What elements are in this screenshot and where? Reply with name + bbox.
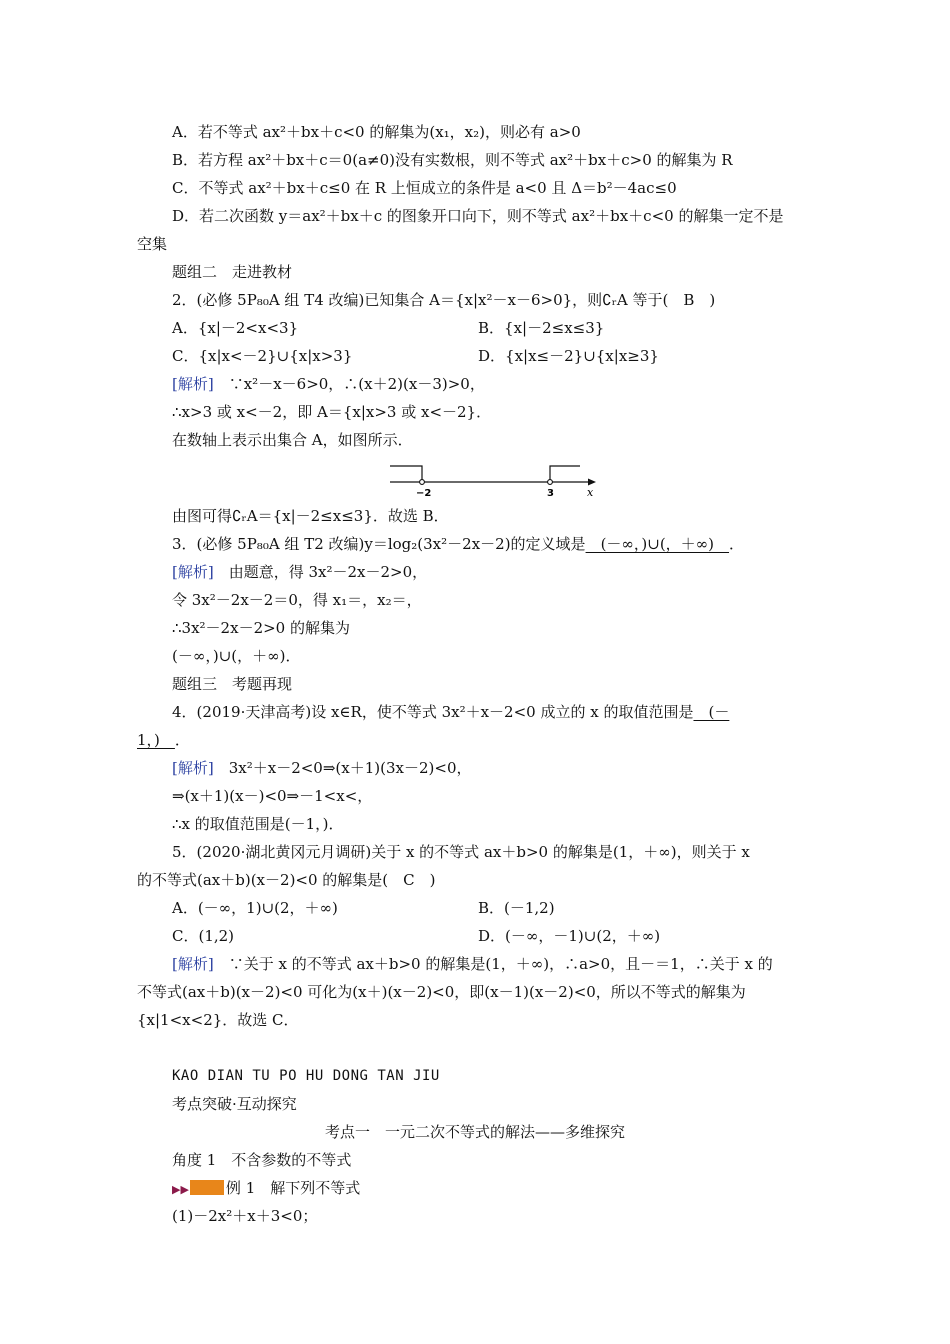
solution-tag: [解析] (172, 563, 214, 581)
q3-answer: (－∞，)∪(，＋∞) (585, 535, 730, 553)
q2-solution-line4: 由图可得∁ᵣA＝{x|－2≤x≤3}．故选 B． (172, 507, 449, 525)
q2-solution-line3: 在数轴上表示出集合 A，如图所示． (172, 431, 413, 449)
question-5-line1: 5．(2020·湖北黄冈元月调研)关于 x 的不等式 ax＋b>0 的解集是(1，＋∞)，则关于 x (172, 843, 750, 861)
right-open-point (548, 480, 553, 485)
q3-solution-line1: [解析] 由题意，得 3x²－2x－2>0， (172, 563, 428, 581)
q5-option-b: B．(－1,2) (478, 899, 555, 917)
question-5-line2: 的不等式(ax＋b)(x－2)<0 的解集是( C ) (137, 871, 436, 889)
axis-label: x (587, 486, 594, 498)
left-ray (390, 466, 422, 482)
right-tick-label: 3 (547, 488, 554, 498)
example-1-part-1: (1)－2x²＋x＋3<0； (172, 1207, 318, 1225)
q5-solution-line1: [解析] ∵关于 x 的不等式 ax＋b>0 的解集是(1，＋∞)，∴a>0，且－＝1，∴关于 x 的 (172, 955, 773, 973)
q2-option-a: A．{x|－2<x<3} (172, 319, 299, 337)
q5-option-c: C．(1,2) (172, 927, 235, 945)
q5-option-a: A．(－∞，1)∪(2，＋∞) (172, 899, 338, 917)
axis-arrow (588, 479, 596, 486)
kaodian-one-heading: 考点一 一元二次不等式的解法——多维探究 (324, 1123, 625, 1141)
option-d-line2: 空集 (137, 235, 168, 253)
question-4-line1: 4．(2019·天津高考)设 x∈R，使不等式 3x²＋x－2<0 成立的 x 的取值范围是 (－ (172, 703, 730, 721)
question-2: 2．(必修 5P₈₀A 组 T4 改编)已知集合 A＝{x|x²－x－6>0}，则∁ᵣA 等于( B ) (172, 291, 716, 309)
q2-option-d: D．{x|x≤－2}∪{x|x≥3} (478, 347, 659, 365)
option-c: C．不等式 ax²＋bx＋c≤0 在 R 上恒成立的条件是 a<0 且 Δ＝b²－4ac≤0 (172, 179, 677, 197)
solution-tag: [解析] (172, 375, 214, 393)
option-a: A．若不等式 ax²＋bx＋c<0 的解集为(x₁，x₂)，则必有 a>0 (172, 123, 581, 141)
question-3: 3．(必修 5P₈₀A 组 T2 改编)y＝log₂(3x²－2x－2)的定义域是 (－∞，)∪(，＋∞) ． (172, 535, 745, 553)
q2-option-c: C．{x|x<－2}∪{x|x>3} (172, 347, 353, 365)
option-d-line1: D．若二次函数 y＝ax²＋bx＋c 的图象开口向下，则不等式 ax²＋bx＋c<0 的解集一定不是 (172, 207, 784, 225)
q3-solution-line3: ∴3x²－2x－2>0 的解集为 (172, 619, 350, 637)
q2-solution-line1: [解析] ∵x²－x－6>0，∴(x＋2)(x－3)>0， (172, 375, 485, 393)
right-ray (550, 466, 580, 482)
q2-solution-line2: ∴x>3 或 x<－2，即 A＝{x|x>3 或 x<－2}． (172, 403, 492, 421)
solution-tag: [解析] (172, 955, 214, 973)
left-open-point (420, 480, 425, 485)
option-b: B．若方程 ax²＋bx＋c＝0(a≠0)没有实数根，则不等式 ax²＋bx＋c>0 的解集为 R (172, 151, 733, 169)
q2-option-b: B．{x|－2≤x≤3} (478, 319, 605, 337)
q3-solution-line2: 令 3x²－2x－2＝0，得 x₁＝，x₂＝， (172, 591, 422, 609)
q4-answer-part1: (－ (693, 703, 730, 721)
q4-solution-line1: [解析] 3x²＋x－2<0⇒(x＋1)(3x－2)<0， (172, 759, 472, 777)
example-marker-icon: ▶▶ (172, 1178, 226, 1200)
left-tick-label: −2 (416, 488, 432, 498)
pinyin-heading: KAO DIAN TU PO HU DONG TAN JIU (172, 1068, 440, 1084)
q5-solution-line3: {x|1<x<2}．故选 C． (137, 1011, 299, 1029)
q4-solution-line3: ∴x 的取值范围是(－1，)． (172, 815, 344, 833)
section-heading: 考点突破·互动探究 (172, 1095, 297, 1113)
q5-option-d: D．(－∞，－1)∪(2，＋∞) (478, 927, 661, 945)
angle-one-heading: 角度 1 不含参数的不等式 (172, 1151, 352, 1169)
group-three-heading: 题组三 考题再现 (172, 675, 293, 693)
q3-solution-line4: (－∞，)∪(，＋∞)． (172, 647, 301, 665)
question-4-line2: 1，) ． (137, 731, 190, 749)
example-1-line: ▶▶ 例 1 解下列不等式 (172, 1178, 360, 1200)
q4-answer-part2: 1，) (137, 731, 175, 749)
solution-tag: [解析] (172, 759, 214, 777)
number-line-figure (390, 462, 600, 498)
group-two-heading: 题组二 走进教材 (172, 263, 293, 281)
q4-solution-line2: ⇒(x＋1)(x－)<0⇒－1<x<， (172, 787, 373, 805)
q5-solution-line2: 不等式(ax＋b)(x－2)<0 可化为(x＋)(x－2)<0，即(x－1)(x－2)<0，所以不等式的解集为 (137, 983, 746, 1001)
